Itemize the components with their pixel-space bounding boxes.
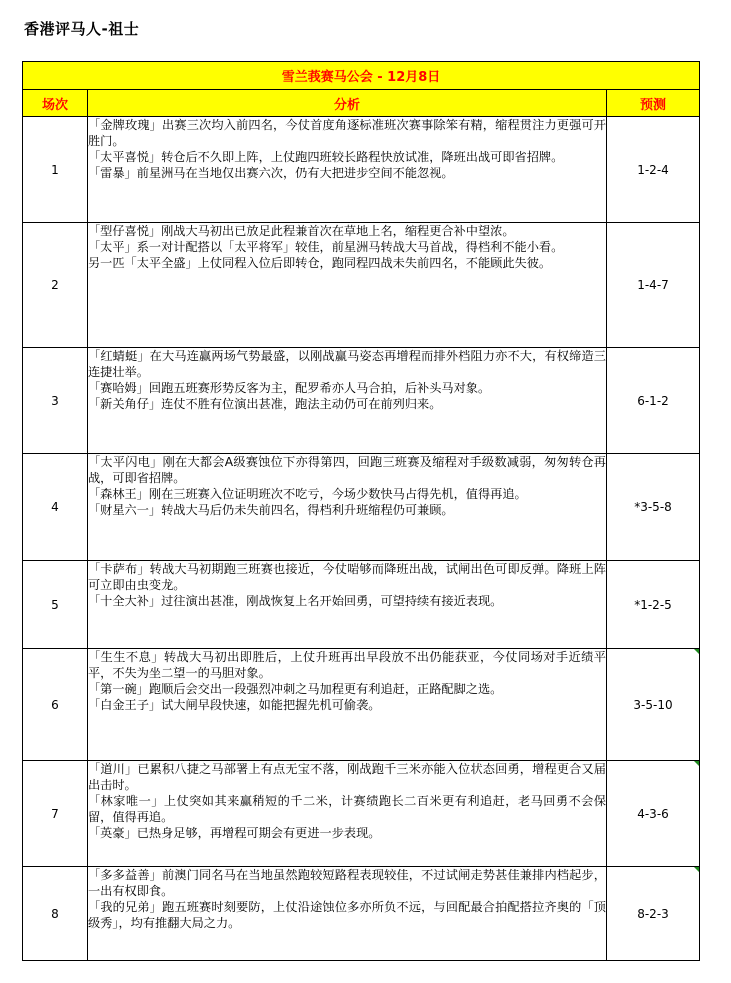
analysis-paragraph: 「新关角仔」连仗不胜有位演出甚准，跑法主动仍可在前列归来。 — [88, 397, 442, 411]
prediction-value: *3-5-8 — [634, 500, 672, 514]
race-prediction — [607, 649, 700, 761]
meeting-banner: 雪兰莪赛马公会 - 12月8日 — [23, 62, 700, 90]
analysis-paragraph: 「我的兄弟」跑五班赛时刻要防，上仗沿途蚀位多亦所负不远，与回配最合拍配搭拉齐奥的「顶级秀」，均有推翻大局之力。 — [88, 900, 606, 930]
analysis-paragraph: 「多多益善」前澳门同名马在当地虽然跑较短路程表现较佳，不过试闸走势甚佳兼排内档起步，一出有权即食。 — [88, 868, 606, 898]
race-number: 4 — [23, 454, 88, 561]
analysis-paragraph: 「型仔喜悦」刚战大马初出已放足此程兼首次在草地上名，缩程更合补中望浓。 — [88, 224, 515, 238]
analysis-paragraph: 「白金王子」试大闸早段快速，如能把握先机可偷袭。 — [88, 698, 381, 712]
analysis-paragraph: 「财星六一」转战大马后仍未失前四名，得档利升班缩程仍可兼顾。 — [88, 503, 454, 517]
prediction-value: 6-1-2 — [637, 393, 669, 408]
race-prediction — [607, 561, 700, 649]
race-number: 2 — [23, 223, 88, 348]
table-header-row — [23, 90, 700, 117]
analysis-paragraph: 「太平闪电」刚在大都会A级赛蚀位下亦得第四，回跑三班赛及缩程对手级数减弱，匆匆转仓再战，可即省招牌。 — [88, 455, 606, 485]
race-analysis — [88, 649, 607, 761]
analysis-paragraph: 「赛哈姆」回跑五班赛形势反客为主，配罗希亦人马合拍，后补头马对象。 — [88, 381, 491, 395]
race-number: 1 — [23, 117, 88, 223]
analysis-paragraph: 「十全大补」过往演出甚准，刚战恢复上名开始回勇，可望持续有接近表现。 — [88, 594, 503, 608]
analysis-paragraph: 「生生不息」转战大马初出即胜后，上仗升班再出早段放不出仍能获亚，今仗同场对手近绩平平，不失为坐二望一的马胆对象。 — [88, 650, 606, 680]
race-number: 8 — [23, 867, 88, 961]
race-row — [23, 649, 700, 761]
race-analysis — [88, 561, 607, 649]
race-prediction — [607, 761, 700, 867]
race-prediction — [607, 454, 700, 561]
race-analysis — [88, 223, 607, 348]
race-prediction — [607, 348, 700, 454]
cell-comment-marker — [694, 761, 699, 766]
race-analysis — [88, 348, 607, 454]
analysis-paragraph: 「雷暴」前星洲马在当地仅出赛六次，仍有大把进步空间不能忽视。 — [88, 166, 454, 180]
analysis-paragraph: 「森林王」刚在三班赛入位证明班次不吃亏，今场少数快马占得先机，值得再追。 — [88, 487, 527, 501]
race-row — [23, 348, 700, 454]
page-title: 香港评马人-祖士 — [24, 20, 140, 38]
race-number: 5 — [23, 561, 88, 649]
race-analysis — [88, 761, 607, 867]
race-prediction — [607, 117, 700, 223]
cell-comment-marker — [694, 867, 699, 872]
analysis-paragraph: 「卡萨布」转战大马初期跑三班赛也接近，今仗啱够而降班出战，试闸出色可即反弹。降班上阵可立即由虫变龙。 — [88, 562, 606, 592]
header-prediction: 预测 — [607, 90, 700, 117]
race-prediction — [607, 223, 700, 348]
header-race: 场次 — [23, 90, 88, 117]
race-row — [23, 223, 700, 348]
race-row — [23, 454, 700, 561]
analysis-paragraph: 「太平喜悦」转仓后不久即上阵，上仗跑四班较长路程快放试准，降班出战可即省招牌。 — [88, 150, 564, 164]
race-number: 7 — [23, 761, 88, 867]
analysis-paragraph: 「太平」系一对计配搭以「太平将军」较佳，前星洲马转战大马首战，得档利不能小看。 — [88, 240, 564, 254]
prediction-value: *1-2-5 — [634, 597, 672, 612]
analysis-paragraph: 「道川」已累积八捷之马部署上有点无宝不落，刚战跑千三米亦能入位状态回勇，增程更合又届出击时。 — [88, 762, 606, 792]
prediction-value: 3-5-10 — [633, 697, 673, 712]
race-number: 3 — [23, 348, 88, 454]
prediction-value: 4-3-6 — [637, 806, 669, 821]
cell-comment-marker — [694, 649, 699, 654]
race-row — [23, 867, 700, 961]
race-analysis — [88, 867, 607, 961]
prediction-value: 8-2-3 — [637, 906, 669, 921]
analysis-paragraph: 「林家唯一」上仗突如其来赢稍短的千二米，计赛绩跑长二百米更有利追赶，老马回勇不会保留，值得再追。 — [88, 794, 606, 824]
race-row — [23, 761, 700, 867]
race-row — [23, 561, 700, 649]
header-analysis: 分析 — [88, 90, 607, 117]
race-analysis — [88, 117, 607, 223]
prediction-value: 1-2-4 — [637, 162, 669, 177]
analysis-paragraph: 「红蜻蜓」在大马连赢两场气势最盛，以刚战赢马姿态再增程而排外档阻力亦不大，有权缔造三连捷壮举。 — [88, 349, 606, 379]
analysis-paragraph: 另一匹「太平全盛」上仗同程入位后即转仓，跑同程四战未失前四名，不能顾此失彼。 — [88, 256, 552, 270]
race-analysis — [88, 454, 607, 561]
race-analysis-table — [22, 61, 700, 961]
prediction-value: 1-4-7 — [637, 278, 669, 292]
analysis-paragraph: 「金牌玫瑰」出赛三次均入前四名，今仗首度角逐标准班次赛事除笨有精，缩程贯注力更强可开胜门。 — [88, 118, 606, 148]
race-rows — [23, 117, 700, 961]
analysis-paragraph: 「英豪」已热身足够，再增程可期会有更进一步表现。 — [88, 826, 381, 840]
race-number: 6 — [23, 649, 88, 761]
race-prediction — [607, 867, 700, 961]
race-row — [23, 117, 700, 223]
analysis-paragraph: 「第一碗」跑顺后会交出一段强烈冲刺之马加程更有利追赶，正路配脚之选。 — [88, 682, 503, 696]
